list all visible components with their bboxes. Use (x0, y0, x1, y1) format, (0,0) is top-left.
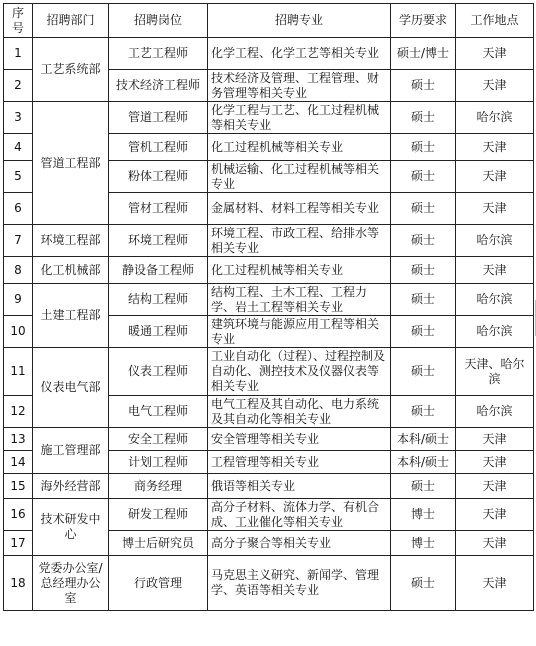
education-cell: 硕士 (391, 556, 456, 611)
education-cell: 博士 (391, 499, 456, 531)
major-cell: 环境工程、市政工程、给排水等相关专业 (208, 225, 391, 257)
table-row (4, 348, 534, 396)
major-cell: 化学工程、化学工艺等相关专业 (208, 38, 391, 70)
row-no-cell: 15 (4, 474, 33, 499)
education-cell: 硕士 (391, 474, 456, 499)
row-no-cell: 10 (4, 316, 33, 348)
header-cell-education: 学历要求 (391, 4, 456, 38)
major-cell: 安全管理等相关专业 (208, 428, 391, 451)
education-cell: 硕士 (391, 257, 456, 284)
position-cell: 计划工程师 (109, 451, 208, 474)
position-cell: 结构工程师 (109, 284, 208, 316)
position-cell: 管道工程师 (109, 102, 208, 134)
department-cell: 施工管理部 (33, 428, 109, 474)
major-cell: 建筑环境与能源应用工程等相关专业 (208, 316, 391, 348)
education-cell: 硕士 (391, 396, 456, 428)
education-cell: 硕士 (391, 134, 456, 161)
location-cell: 天津 (456, 474, 534, 499)
location-cell: 天津 (456, 134, 534, 161)
education-cell: 硕士 (391, 161, 456, 193)
education-cell: 本科/硕士 (391, 451, 456, 474)
position-cell: 管机工程师 (109, 134, 208, 161)
row-no-cell: 6 (4, 193, 33, 225)
major-cell: 工业自动化（过程）、过程控制及自动化、测控技术及仪器仪表等相关专业 (208, 348, 391, 396)
major-cell: 结构工程、土木工程、工程力学、岩土工程等相关专业 (208, 284, 391, 316)
education-cell: 硕士 (391, 193, 456, 225)
position-cell: 工艺工程师 (109, 38, 208, 70)
header-row (4, 4, 534, 38)
department-cell: 海外经营部 (33, 474, 109, 499)
major-cell: 马克思主义研究、新闻学、管理学、英语等相关专业 (208, 556, 391, 611)
row-no-cell: 16 (4, 499, 33, 531)
education-cell: 硕士 (391, 284, 456, 316)
table-body (4, 38, 534, 611)
department-cell: 党委办公室/总经理办公室 (33, 556, 109, 611)
table-row (4, 284, 534, 316)
row-no-cell: 13 (4, 428, 33, 451)
major-cell: 化工过程机械等相关专业 (208, 257, 391, 284)
position-cell: 粉体工程师 (109, 161, 208, 193)
row-no-cell: 2 (4, 70, 33, 102)
row-no-cell: 4 (4, 134, 33, 161)
location-cell: 哈尔滨 (456, 396, 534, 428)
row-no-cell: 7 (4, 225, 33, 257)
position-cell: 暖通工程师 (109, 316, 208, 348)
row-no-cell: 5 (4, 161, 33, 193)
education-cell: 硕士 (391, 70, 456, 102)
table-row (4, 499, 534, 531)
education-cell: 硕士 (391, 225, 456, 257)
position-cell: 静设备工程师 (109, 257, 208, 284)
location-cell: 哈尔滨 (456, 316, 534, 348)
department-cell: 仪表电气部 (33, 348, 109, 428)
major-cell: 高分子聚合等相关专业 (208, 531, 391, 556)
major-cell: 工程管理等相关专业 (208, 451, 391, 474)
recruitment-table (3, 3, 534, 611)
position-cell: 技术经济工程师 (109, 70, 208, 102)
location-cell: 哈尔滨 (456, 102, 534, 134)
header-cell-major: 招聘专业 (208, 4, 391, 38)
education-cell: 硕士 (391, 348, 456, 396)
table-row (4, 102, 534, 134)
row-no-cell: 14 (4, 451, 33, 474)
position-cell: 博士后研究员 (109, 531, 208, 556)
row-no-cell: 3 (4, 102, 33, 134)
education-cell: 博士 (391, 531, 456, 556)
education-cell: 硕士 (391, 316, 456, 348)
education-cell: 硕士/博士 (391, 38, 456, 70)
department-cell: 技术研发中心 (33, 499, 109, 556)
row-no-cell: 18 (4, 556, 33, 611)
location-cell: 天津 (456, 531, 534, 556)
location-cell: 天津、哈尔滨 (456, 348, 534, 396)
position-cell: 管材工程师 (109, 193, 208, 225)
row-no-cell: 8 (4, 257, 33, 284)
table-row (4, 38, 534, 70)
location-cell: 天津 (456, 161, 534, 193)
position-cell: 电气工程师 (109, 396, 208, 428)
major-cell: 技术经济及管理、工程管理、财务管理等相关专业 (208, 70, 391, 102)
education-cell: 本科/硕士 (391, 428, 456, 451)
location-cell: 天津 (456, 70, 534, 102)
header-cell-position: 招聘岗位 (109, 4, 208, 38)
department-cell: 工艺系统部 (33, 38, 109, 102)
position-cell: 研发工程师 (109, 499, 208, 531)
location-cell: 天津 (456, 556, 534, 611)
row-no-cell: 12 (4, 396, 33, 428)
position-cell: 环境工程师 (109, 225, 208, 257)
major-cell: 机械运输、化工过程机械等相关专业 (208, 161, 391, 193)
row-no-cell: 1 (4, 38, 33, 70)
major-cell: 高分子材料、流体力学、有机合成、工业催化等相关专业 (208, 499, 391, 531)
location-cell: 哈尔滨 (456, 284, 534, 316)
header-cell-location: 工作地点 (456, 4, 534, 38)
department-cell: 化工机械部 (33, 257, 109, 284)
major-cell: 俄语等相关专业 (208, 474, 391, 499)
major-cell: 化学工程与工艺、化工过程机械等相关专业 (208, 102, 391, 134)
row-no-cell: 11 (4, 348, 33, 396)
major-cell: 电气工程及其自动化、电力系统及其自动化等相关专业 (208, 396, 391, 428)
table-row (4, 428, 534, 451)
major-cell: 化工过程机械等相关专业 (208, 134, 391, 161)
location-cell: 天津 (456, 38, 534, 70)
table-row (4, 556, 534, 611)
header-cell-department: 招聘部门 (33, 4, 109, 38)
row-no-cell: 9 (4, 284, 33, 316)
table-row (4, 225, 534, 257)
department-cell: 管道工程部 (33, 102, 109, 225)
table-row (4, 474, 534, 499)
department-cell: 环境工程部 (33, 225, 109, 257)
location-cell: 天津 (456, 193, 534, 225)
location-cell: 天津 (456, 451, 534, 474)
header-cell-no: 序号 (4, 4, 33, 38)
location-cell: 哈尔滨 (456, 225, 534, 257)
location-cell: 天津 (456, 428, 534, 451)
row-no-cell: 17 (4, 531, 33, 556)
position-cell: 商务经理 (109, 474, 208, 499)
location-cell: 天津 (456, 499, 534, 531)
location-cell: 天津 (456, 257, 534, 284)
position-cell: 行政管理 (109, 556, 208, 611)
major-cell: 金属材料、材料工程等相关专业 (208, 193, 391, 225)
education-cell: 硕士 (391, 102, 456, 134)
department-cell: 土建工程部 (33, 284, 109, 348)
position-cell: 仪表工程师 (109, 348, 208, 396)
position-cell: 安全工程师 (109, 428, 208, 451)
table-row (4, 257, 534, 284)
